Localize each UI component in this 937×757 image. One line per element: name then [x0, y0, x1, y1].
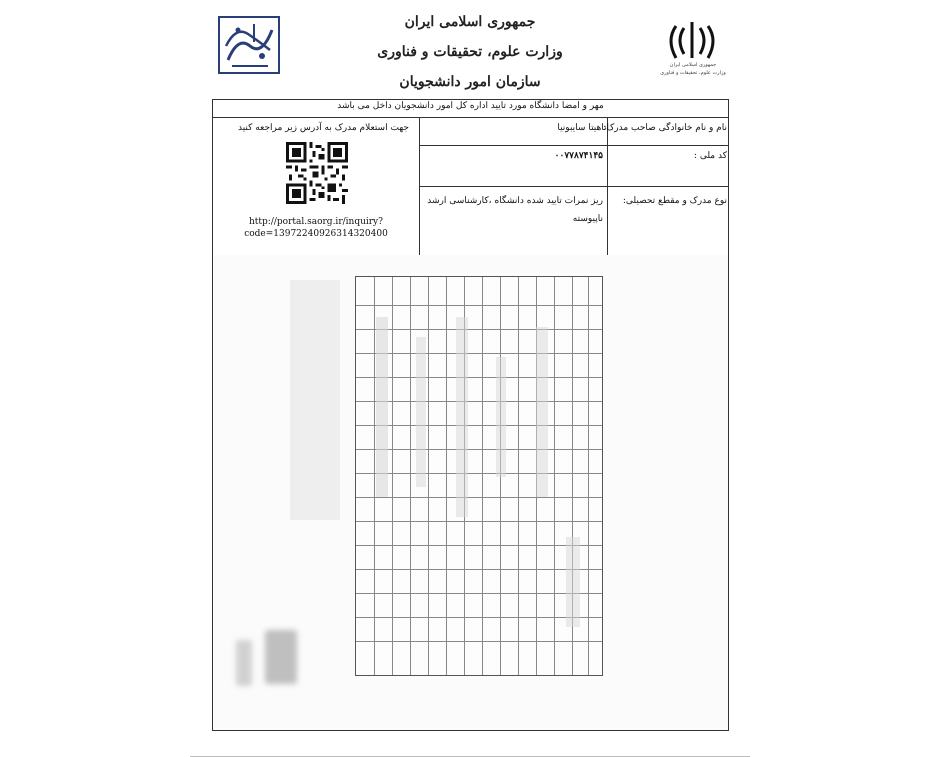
divider [419, 145, 729, 146]
national-id-label: کد ملی : [693, 151, 727, 161]
national-id-value: ۰۰۷۷۸۷۴۱۴۵ [554, 151, 603, 161]
header-line-3: سازمان امور دانشجویان [399, 74, 541, 90]
name-value: اناهیتا سایبونیا [557, 123, 609, 133]
qr-code-icon[interactable] [286, 142, 348, 204]
degree-value-line-2: ناپیوسته [572, 214, 603, 224]
blurred-photo [265, 630, 297, 684]
divider [419, 186, 729, 187]
emblem-caption-2: وزارت علوم، تحقیقات و فناوری [660, 70, 726, 76]
header-line-2: وزارت علوم، تحقیقات و فناوری [377, 44, 563, 60]
degree-label: نوع مدرک و مقطع تحصیلی: [622, 196, 727, 206]
seal-notice: مهر و امضا دانشگاه مورد تایید اداره کل امور دانشجویان داخل می باشد [337, 101, 604, 111]
emblem-caption-1: جمهوری اسلامی ایران [669, 62, 717, 68]
inquiry-url-line-2: code=13972240926314320400 [244, 229, 388, 239]
inquiry-url-line-1: http://portal.saorg.ir/inquiry? [249, 217, 383, 227]
header-line-1: جمهوری اسلامی ایران [404, 14, 536, 30]
transcript-header-scan [290, 280, 340, 520]
transcript-table-image [355, 276, 603, 676]
inquiry-label: جهت استعلام مدرک به آدرس زیر مراجعه کنید [237, 123, 409, 133]
iran-emblem-icon [664, 18, 720, 62]
inquiry-url[interactable] [216, 216, 416, 240]
name-label: نام و نام خانوادگی صاحب مدرک: [603, 123, 727, 133]
divider [212, 117, 729, 118]
blurred-stamp [236, 640, 252, 686]
saorg-logo-icon [218, 16, 280, 74]
degree-value-line-1: ریز نمرات تایید شده دانشگاه ،کارشناسی ارشد [427, 196, 603, 206]
